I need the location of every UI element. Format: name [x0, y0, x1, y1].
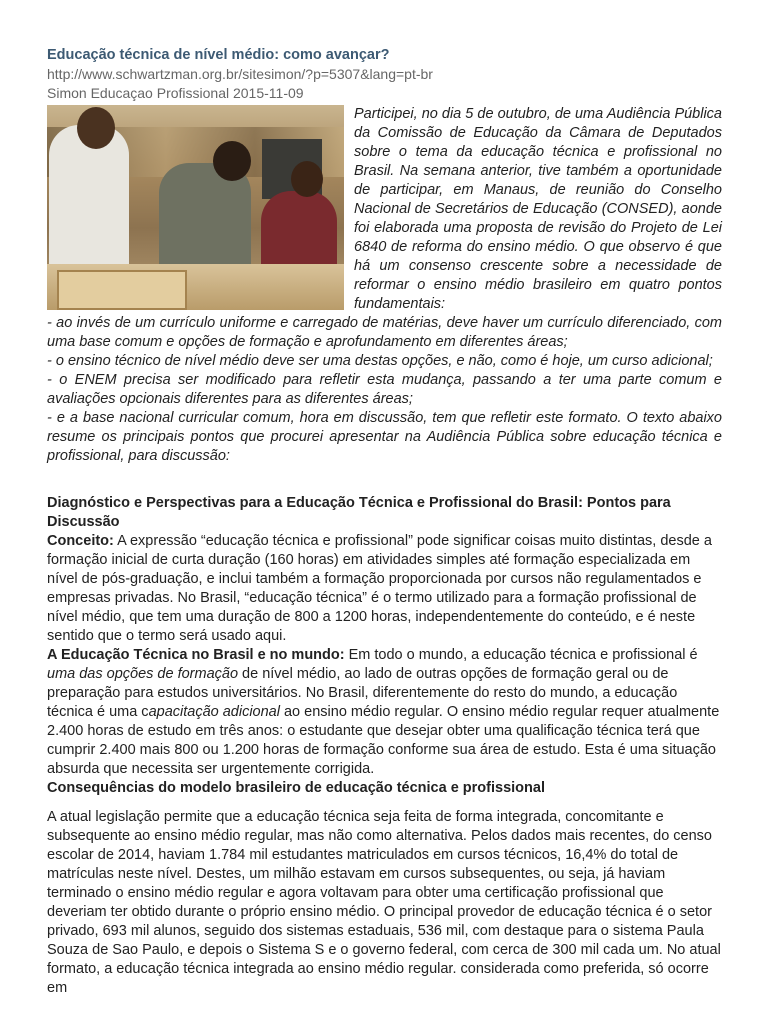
mundo-emphasis: apacitação adicional — [148, 704, 280, 720]
mundo-text: ao ensino médio regular. O ensino médio regular requer atualmente 2.400 horas de estudo em três anos: o estudante que desejar obter uma qualificação técnica terá que cumprir 2.400 mais 800 ou 1.200 horas de formação conforme sua área de estudo. Esta é uma situação absurda que necessita ser urgentemente corrigida. — [47, 704, 720, 777]
workshop-photo — [47, 105, 344, 310]
section-title: Diagnóstico e Perspectivas para a Educação Técnica e Profissional do Brasil: Pontos para Discussão — [47, 495, 671, 530]
conceito-paragraph — [47, 532, 722, 646]
bullet-item: - o ENEM precisa ser modificado para refletir esta mudança, passando a ter uma parte comum e avaliações opcionais diferentes para as diferentes áreas; — [47, 372, 722, 407]
bullet-list — [47, 314, 722, 466]
intro-block — [47, 105, 722, 314]
conceito-label: Conceito: — [47, 533, 114, 549]
mundo-emphasis: uma das opções de formação — [47, 666, 239, 682]
bullet-item: - o ensino técnico de nível médio deve ser uma destas opções, e não, como é hoje, um curso adicional; — [47, 353, 713, 369]
article-meta: Simon Educaçao Profissional 2015-11-09 — [47, 85, 304, 101]
person-head — [291, 161, 323, 197]
conceito-text: A expressão “educação técnica e profissional” pode significar coisas muito distintas, desde a formação inicial de curta duração (160 horas) em atividades simples até formação especializada em nível de pós-graduação, e inclui também a formação proporcionada por cursos não regulamentados e empresas privadas. No Brasil, “educação técnica” é o termo utilizado para a formação profissional de nível médio, que tem uma duração de 800 a 1200 horas, independentemente do conteúdo, e é neste sentido que o termo será usado aqui. — [47, 533, 712, 644]
consequencias-paragraph: A atual legislação permite que a educação técnica seja feita de forma integrada, concomitante e subsequente ao ensino médio regular, mas não como alternativa. Pelos dados mais recentes, do censo escolar de 2014, haviam 1.784 mil estudantes matriculados em cursos técnicos, 16,4% do total de matrículas neste nível. Destes, um milhão estavam em cursos subsequentes, ou seja, já haviam terminado o ensino médio regular e agora voltavam para obter uma certificação profissional que deveriam ter obtido durante o próprio ensino médio. O principal provedor de educação técnica é o setor privado, 693 mil alunos, seguido dos sistemas estaduais, 536 mil, com destaque para o sistema Paula Souza de Sao Paulo, e depois o Sistema S e o governo federal, com cerca de 300 mil cada um. No atual formato, a educação técnica integrada ao ensino médio regular. considerada como preferida, só ocorre em — [47, 809, 721, 996]
person-head — [213, 141, 251, 181]
article-url[interactable]: http://www.schwartzman.org.br/sitesimon/?p=5307&lang=pt-br — [47, 66, 433, 82]
mundo-text: de nível médio, ao lado de outras opções de formação geral ou de preparação para estudos universitários. No Brasil, diferentemente do resto do mundo, a educação técnica é uma c — [47, 666, 678, 720]
mundo-label: A Educação Técnica no Brasil e no mundo: — [47, 647, 345, 663]
person-head — [77, 107, 115, 149]
bullet-item: - ao invés de um currículo uniforme e carregado de matérias, deve haver um currículo diferenciado, com uma base comum e opções de formação e aprofundamento em diferentes áreas; — [47, 315, 722, 350]
mundo-text: Em todo o mundo, a educação técnica e profissional é — [344, 647, 698, 663]
mundo-paragraph — [47, 646, 722, 779]
consequencias-title: Consequências do modelo brasileiro de educação técnica e profissional — [47, 780, 545, 796]
article-title: Educação técnica de nível médio: como avançar? — [47, 47, 390, 63]
intro-paragraph: Participei, no dia 5 de outubro, de uma Audiência Pública da Comissão de Educação da Câmara de Deputados sobre o tema da educação técnica e profissional no Brasil. Na semana anterior, tive também a oportunidade de participar, em Manaus, de reunião do Conselho Nacional de Secretários de Educação (CONSED), aonde foi elaborada uma proposta de revisão do Projeto de Lei 6840 de reforma do ensino médio. O que observo é que há um consenso crescente sobre a necessidade de reformar o ensino médio brasileiro em quatro pontos fundamentais: — [354, 106, 722, 312]
bullet-item: - e a base nacional curricular comum, hora em discussão, tem que refletir este formato. O texto abaixo resume os principais pontos que procurei apresentar na Audiência Pública sobre educação técnica e profissional, para discussão: — [47, 410, 722, 464]
wooden-box — [57, 270, 187, 310]
